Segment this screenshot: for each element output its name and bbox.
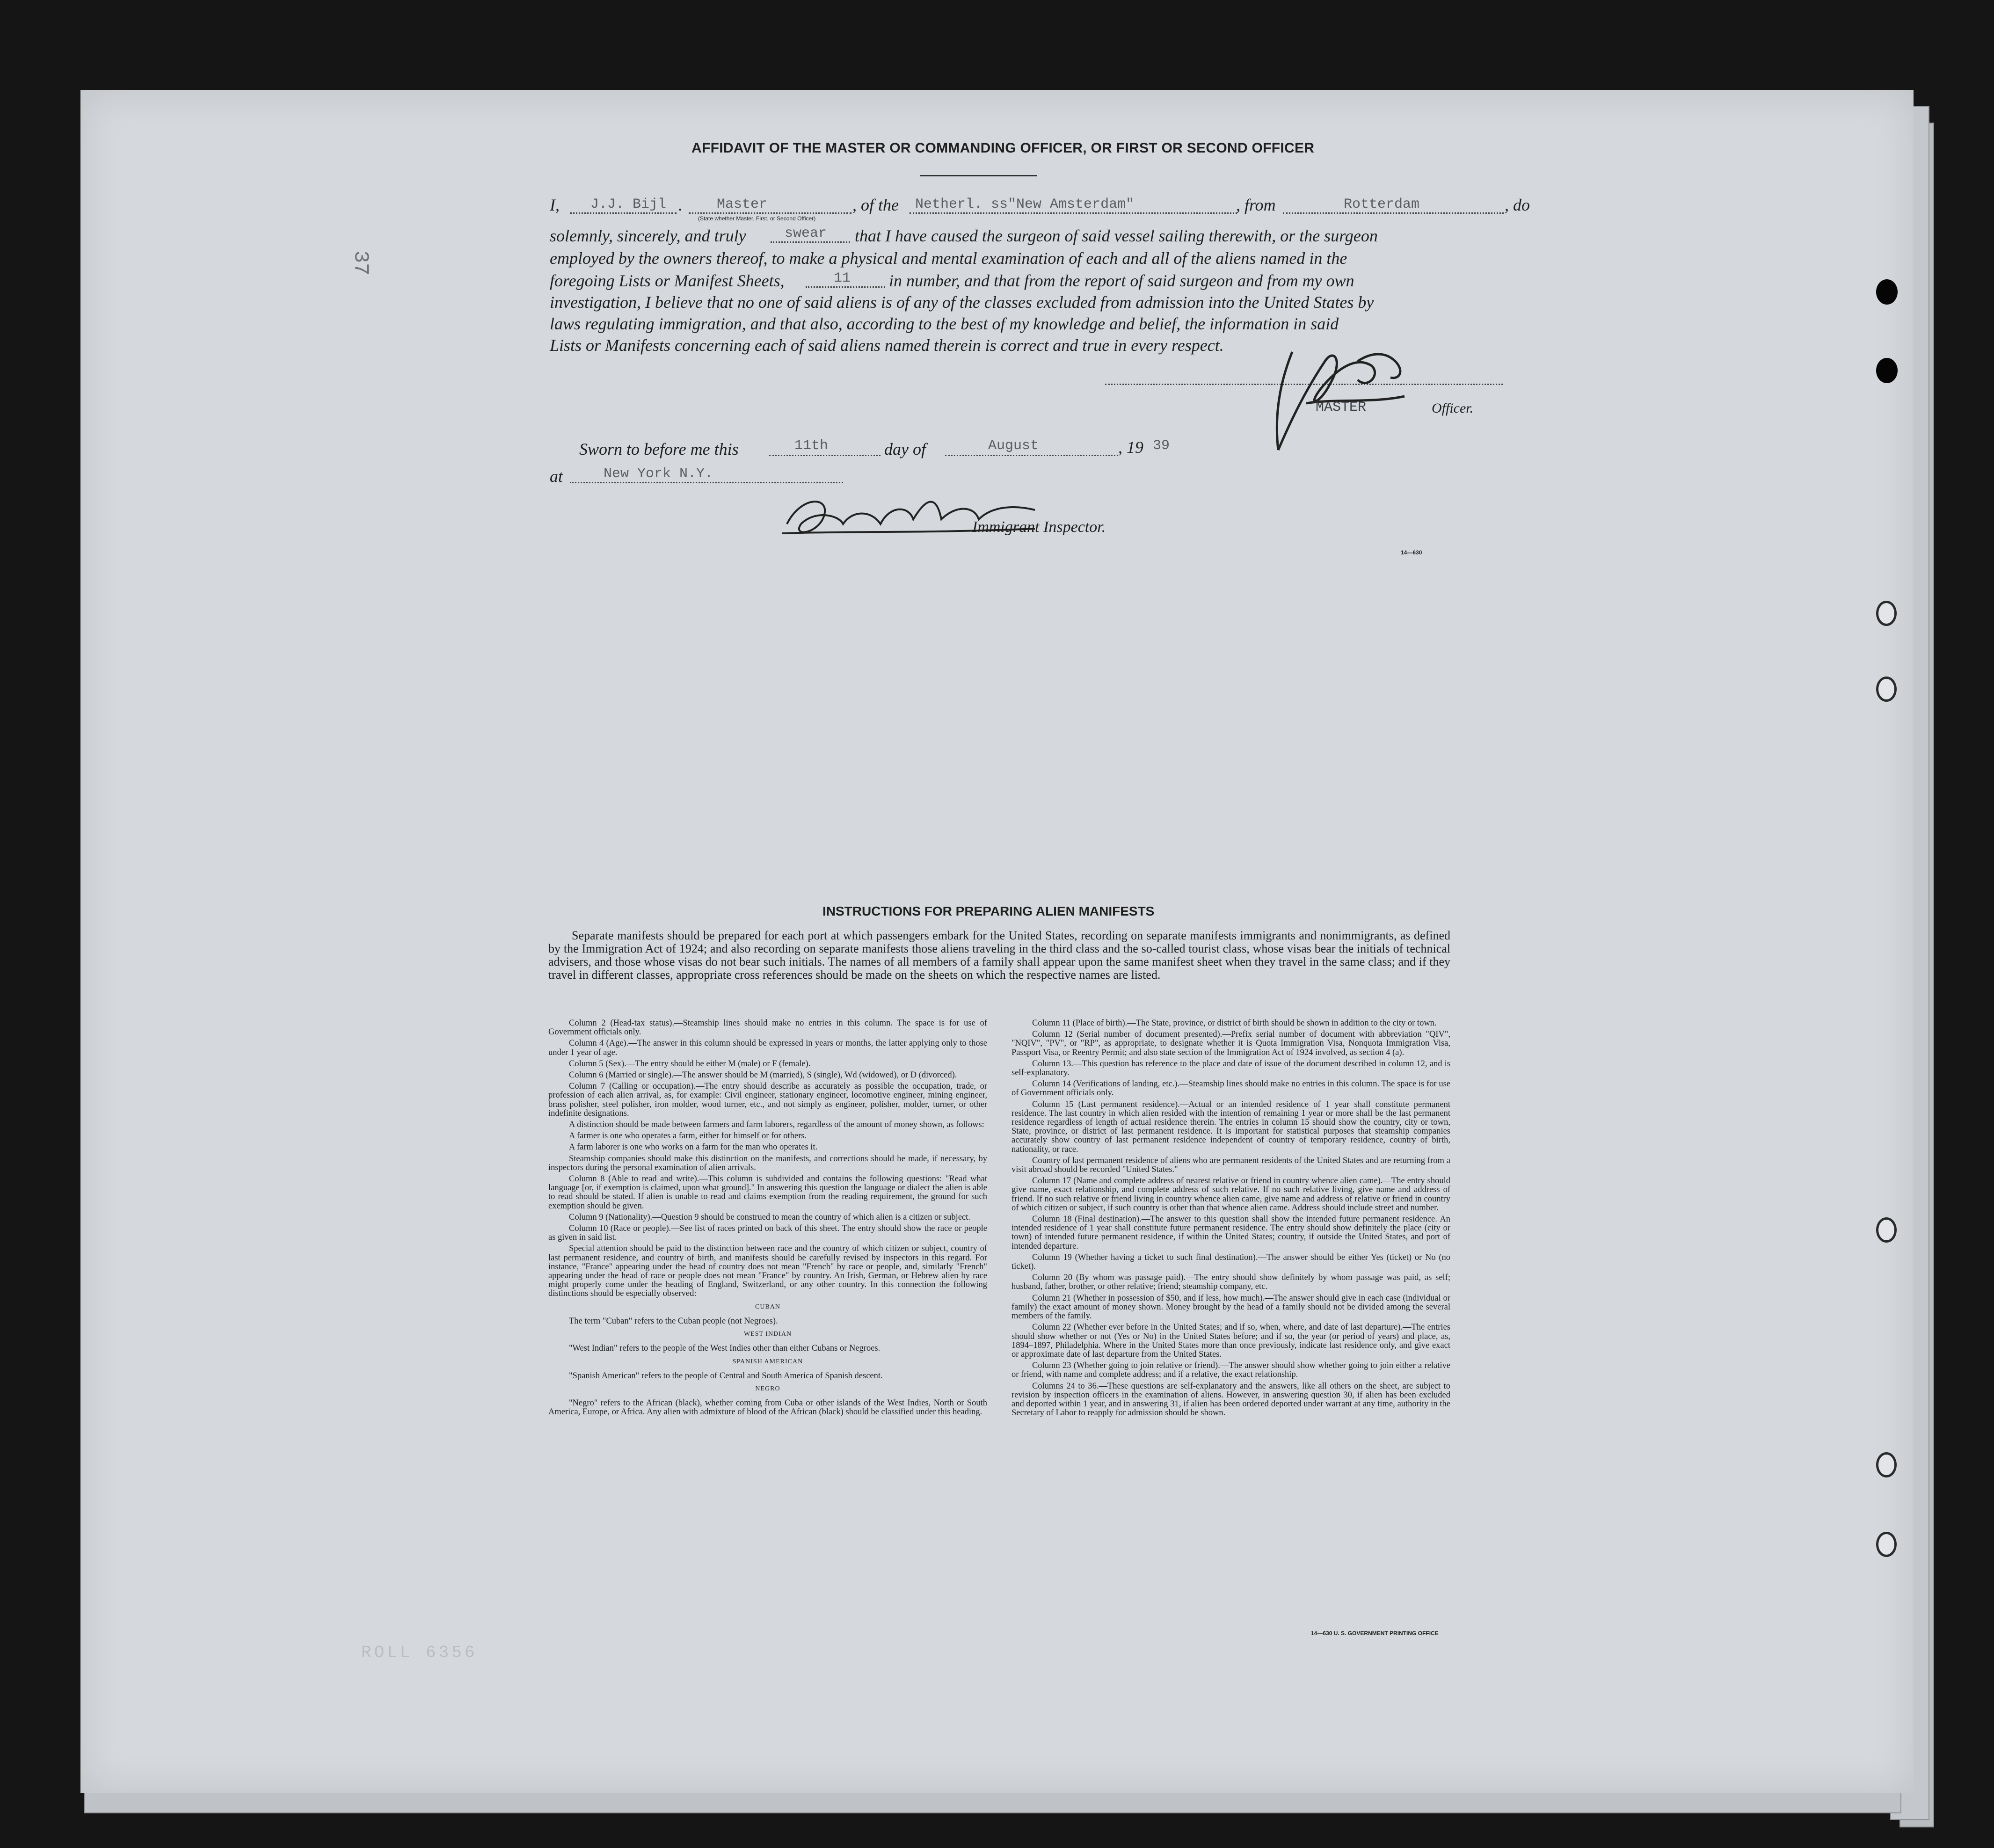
oath-underline bbox=[771, 241, 850, 243]
subsection-heading: CUBAN bbox=[755, 1303, 780, 1310]
year-prefix: , 19 bbox=[1118, 438, 1143, 457]
instruction-paragraph: Steamship companies should make this distinction on the manifests, and corrections should be made, if necessary, by inspectors during the personal examination of alien arrivals. bbox=[548, 1154, 987, 1172]
instruction-paragraph: Column 6 (Married or single).—The answer should be M (married), S (single), Wd (widowed), or D (divorced). bbox=[569, 1070, 957, 1080]
sworn-place: New York N.Y. bbox=[604, 466, 713, 482]
place-underline bbox=[570, 482, 843, 483]
vessel-name: Netherl. ss"New Amsterdam" bbox=[915, 196, 1135, 212]
instruction-paragraph: Column 18 (Final destination).—The answer to this question shall show the intended future permanent residence. An intended residence of 1 year shall constitute future permanent residence. The entry should show definitely the place (city or town) of intended future permanent residence, if within the United States; country, if outside the United States, and port of intended departure. bbox=[1012, 1215, 1450, 1251]
binder-hole-open bbox=[1876, 1532, 1897, 1557]
instruction-paragraph: Column 20 (By whom was passage paid).—The entry should show definitely by whom passage was paid, as self; husband, father, brother, or other relative; friend; steamship company, etc. bbox=[1012, 1273, 1450, 1292]
inspector-label: Immigrant Inspector. bbox=[972, 518, 1106, 536]
sheet-count: 11 bbox=[834, 270, 851, 286]
line2-after: that I have caused the surgeon of said vessel sailing therewith, or the surgeon bbox=[855, 226, 1378, 245]
affidavit-title: AFFIDAVIT OF THE MASTER OR COMMANDING OFFICER, OR FIRST OR SECOND OFFICER bbox=[691, 140, 1315, 156]
instruction-paragraph: Column 14 (Verifications of landing, etc.).—Steamship lines should make no entries in this column. The space is for use of Government officials only. bbox=[1012, 1079, 1450, 1098]
do-label: , do bbox=[1505, 196, 1530, 214]
binder-hole-filled bbox=[1876, 358, 1898, 383]
binder-hole-open bbox=[1876, 677, 1897, 702]
binder-hole-open bbox=[1876, 601, 1897, 626]
instruction-paragraph: Column 10 (Race or people).—See list of races printed on back of this sheet. The entry should show the race or people as given in said list. bbox=[548, 1224, 987, 1243]
instruction-paragraph: Column 17 (Name and complete address of nearest relative or friend in country whence alien came).—The entry should give name, exact relationship, and complete address of such relative. If no such relative living, give name and address of friend. If no such relative or friend living in country whence alien came, give name and address of relative or friend in country of which citizen or subject, if such country is other than that whence alien came. Address should include street and number. bbox=[1012, 1176, 1450, 1213]
master-name: J.J. Bijl bbox=[590, 196, 667, 212]
line7: Lists or Manifests concerning each of said aliens named therein is correct and true in every respect. bbox=[550, 336, 1224, 355]
instruction-paragraph: A farmer is one who operates a farm, either for himself or for others. bbox=[569, 1131, 807, 1141]
affidavit-i: I, bbox=[550, 196, 560, 214]
instructions-left-column bbox=[548, 1019, 987, 1419]
instruction-paragraph: Country of last permanent residence of aliens who are permanent residents of the United States and are returning from a visit abroad should be recorded "United States." bbox=[1012, 1156, 1450, 1175]
instruction-paragraph: Column 23 (Whether going to join relative or friend).—The answer should show whether going to join either a relative or friend, with name and complete address; and if a relative, the exact relationship. bbox=[1012, 1361, 1450, 1380]
subsection-text: "West Indian" refers to the people of the West Indies other than either Cubans or Negroes. bbox=[569, 1344, 881, 1353]
intro-text: Separate manifests should be prepared for each port at which passengers embark for the United States, recording on separate manifests immigrants and nonimmigrants, as defined by the Immigration Act of 1924; and also recording on separate manifests those aliens traveling in the third class and the so-called tourist class, whose visas bear the initials of technical advisers, and those whose visas do not bear such initials. The names of all members of a family shall appear upon the same manifest sheet when they travel in the same class; and if they travel in different classes, appropriate cross references should be made on the sheets on which the respective names are listed. bbox=[548, 929, 1450, 982]
manifest-page bbox=[80, 90, 1914, 1793]
day-of-label: day of bbox=[884, 440, 926, 458]
instruction-paragraph: Column 5 (Sex).—The entry should be either M (male) or F (female). bbox=[569, 1059, 811, 1069]
oath-word: swear bbox=[785, 226, 827, 241]
instruction-paragraph: Column 11 (Place of birth).—The State, province, or district of birth should be shown in addition to the city or town. bbox=[1032, 1019, 1437, 1028]
instruction-paragraph: A farm laborer is one who works on a farm for the man who operates it. bbox=[569, 1142, 818, 1152]
line4-before: foregoing Lists or Manifest Sheets, bbox=[550, 271, 785, 290]
port-underline bbox=[1283, 212, 1504, 214]
side-ghost-text: ROLL 6356 bbox=[361, 1643, 478, 1662]
instructions-right-column bbox=[1012, 1019, 1450, 1420]
instruction-paragraph: Column 2 (Head-tax status).—Steamship lines should make no entries in this column. The space is for use of Government officials only. bbox=[548, 1019, 987, 1037]
name-separator: . bbox=[678, 196, 683, 214]
subsection-text: "Negro" refers to the African (black), whether coming from Cuba or other islands of the West Indies, North or South America, Europe, or Africa. Any alien with admixture of blood of the African (black) should be classified under this heading. bbox=[548, 1398, 987, 1417]
vessel-underline bbox=[910, 212, 1237, 214]
instruction-paragraph: Column 9 (Nationality).—Question 9 should be construed to mean the country of which alien is a citizen or subject. bbox=[569, 1212, 971, 1222]
line4-after: in number, and that from the report of said surgeon and from my own bbox=[889, 271, 1354, 290]
instruction-paragraph: Special attention should be paid to the distinction between race and the country of which citizen or subject, country of last permanent residence, and country of birth, and manifests should be carefully revised by inspectors in this regard. For instance, "France" appearing under the head of country does not mean "French" by race or people, and, similarly "French" appearing under the head of race or people does not mean "France" by country. An Irish, German, or Hebrew alien by race might properly come under the heading of England, Switzerland, or any other country. In this connection the following distinctions should be especially observed: bbox=[548, 1244, 987, 1299]
subsection-heading: WEST INDIAN bbox=[743, 1331, 792, 1338]
title-rule bbox=[920, 175, 1037, 176]
binder-hole-filled bbox=[1876, 279, 1898, 305]
subsection-heading: SPANISH AMERICAN bbox=[732, 1358, 803, 1365]
instruction-paragraph: Column 12 (Serial number of document presented).—Prefix serial number of document with abbreviation "QIV", "NQIV", "PV", or "RP", as appropriate, to designate whether it is Quota Immigration Visa, Nonquota Immigration Visa, Passport Visa, or Reentry Permit; and also state section of the Immigration Act of 1924 involved, as section 4 (a). bbox=[1012, 1030, 1450, 1057]
sworn-day: 11th bbox=[794, 438, 829, 454]
subsection-heading: NEGRO bbox=[755, 1385, 780, 1392]
inspector-signature bbox=[773, 487, 1054, 547]
line3: employed by the owners thereof, to make a physical and mental examination of each and all of the aliens named in the bbox=[550, 249, 1347, 268]
affidavit-form-number: 14—630 bbox=[1401, 549, 1422, 556]
name-underline bbox=[570, 212, 677, 214]
officer-label: Officer. bbox=[1432, 400, 1474, 416]
departure-port: Rotterdam bbox=[1344, 196, 1420, 212]
subsection-text: "Spanish American" refers to the people of Central and South America of Spanish descent. bbox=[569, 1371, 883, 1381]
sworn-year: 39 bbox=[1153, 438, 1170, 454]
instructions-intro bbox=[548, 929, 1450, 982]
count-underline bbox=[806, 286, 885, 288]
binder-hole-open bbox=[1876, 1452, 1897, 1477]
printing-office-stamp: 14—630 U. S. GOVERNMENT PRINTING OFFICE bbox=[1311, 1630, 1439, 1637]
instructions-title: INSTRUCTIONS FOR PREPARING ALIEN MANIFESTS bbox=[822, 904, 1155, 918]
instruction-paragraph: Column 8 (Able to read and write).—This column is subdivided and contains the following questions: "Read what language [or, if exemption is claimed, upon what ground]." In answering this question the language or dialect the alien is able to read should be stated. If alien is unable to read and claims exemption from the reading requirement, the ground for such exemption should be given. bbox=[548, 1174, 987, 1211]
line5: investigation, I believe that no one of said aliens is of any of the classes excluded from admission into the United States by bbox=[550, 293, 1374, 312]
line6: laws regulating immigration, and that also, according to the best of my knowledge and belief, the information in said bbox=[550, 314, 1339, 333]
instruction-paragraph: Column 4 (Age).—The answer in this column should be expressed in years or months, the latter applying only to those under 1 year of age. bbox=[548, 1039, 987, 1057]
instruction-paragraph: Column 19 (Whether having a ticket to such final destination).—The answer should be either Yes (ticket) or No (no ticket). bbox=[1012, 1252, 1450, 1272]
sworn-before: Sworn to before me this bbox=[579, 440, 739, 458]
day-underline bbox=[769, 455, 881, 456]
at-label: at bbox=[550, 467, 563, 486]
from-label: , from bbox=[1236, 196, 1276, 214]
instruction-paragraph: Column 15 (Last permanent residence).—Actual or an intended residence of 1 year shall constitute permanent residence. The last country in which alien resided with the intention of remaining 1 year or more shall be the last permanent residence regardless of length of actual residence therein. The entries in column 15 should show the country, city or town, State, province, or district of last permanent residence. It is important for statistical purposes that steamship companies accurately show country of last permanent residence independent of country of temporary residence, country of birth, nationality, or race. bbox=[1012, 1099, 1450, 1154]
month-underline bbox=[945, 455, 1118, 456]
instruction-paragraph: A distinction should be made between farmers and farm laborers, regardless of the amount of money shown, as follows: bbox=[569, 1120, 984, 1130]
instruction-paragraph: Column 13.—This question has reference to the place and date of issue of the document described in column 12, and is self-explanatory. bbox=[1012, 1059, 1450, 1078]
instruction-paragraph: Columns 24 to 36.—These questions are self-explanatory and the answers, like all others on the sheet, are subject to revision by inspection officers in the examination of aliens. However, in answering question 30, if alien has been excluded and deported within 1 year, and in answering 31, if alien has been ordered deported under warrant at any time, authority in the Secretary of Labor to reapply for admission should be shown. bbox=[1012, 1381, 1450, 1418]
subsection-text: The term "Cuban" refers to the Cuban people (not Negroes). bbox=[569, 1316, 778, 1326]
officer-rank: Master bbox=[717, 196, 768, 212]
officer-typed: MASTER bbox=[1316, 400, 1367, 415]
instruction-paragraph: Column 7 (Calling or occupation).—The entry should describe as accurately as possible the occupation, trade, or profession of each alien arrival, as, for example: Civil engineer, stationary engineer, locomotive engineer, mining engineer, brass polisher, steel polisher, iron molder, wood turner, etc., and not simply as engineer, polisher, molder, turner, or other indefinite designations. bbox=[548, 1082, 987, 1118]
of-the-label: , of the bbox=[852, 196, 899, 214]
margin-note: 37 bbox=[349, 250, 372, 276]
binder-hole-open bbox=[1876, 1217, 1897, 1243]
instruction-paragraph: Column 22 (Whether ever before in the United States; and if so, when, where, and date of last departure).—The entries should show whether or not (Yes or No) in the United States before; and if so, the year (or period of years) and place, as, 1894–1897, Philadelphia. Where in the United States more than once previously, indicate last residence only, and give exact or approximate date of last departure from the United States. bbox=[1012, 1323, 1450, 1359]
line2-before: solemnly, sincerely, and truly bbox=[550, 226, 746, 245]
instruction-paragraph: Column 21 (Whether in possession of $50, and if less, how much).—The answer should give in each case (individual or family) the exact amount of money shown. Money brought by the head of a family should not be divided among the several members of the family. bbox=[1012, 1293, 1450, 1321]
rank-hint: (State whether Master, First, or Second Officer) bbox=[698, 215, 816, 222]
master-signature bbox=[1264, 333, 1507, 459]
rank-underline bbox=[689, 212, 851, 214]
sworn-month: August bbox=[988, 438, 1039, 454]
